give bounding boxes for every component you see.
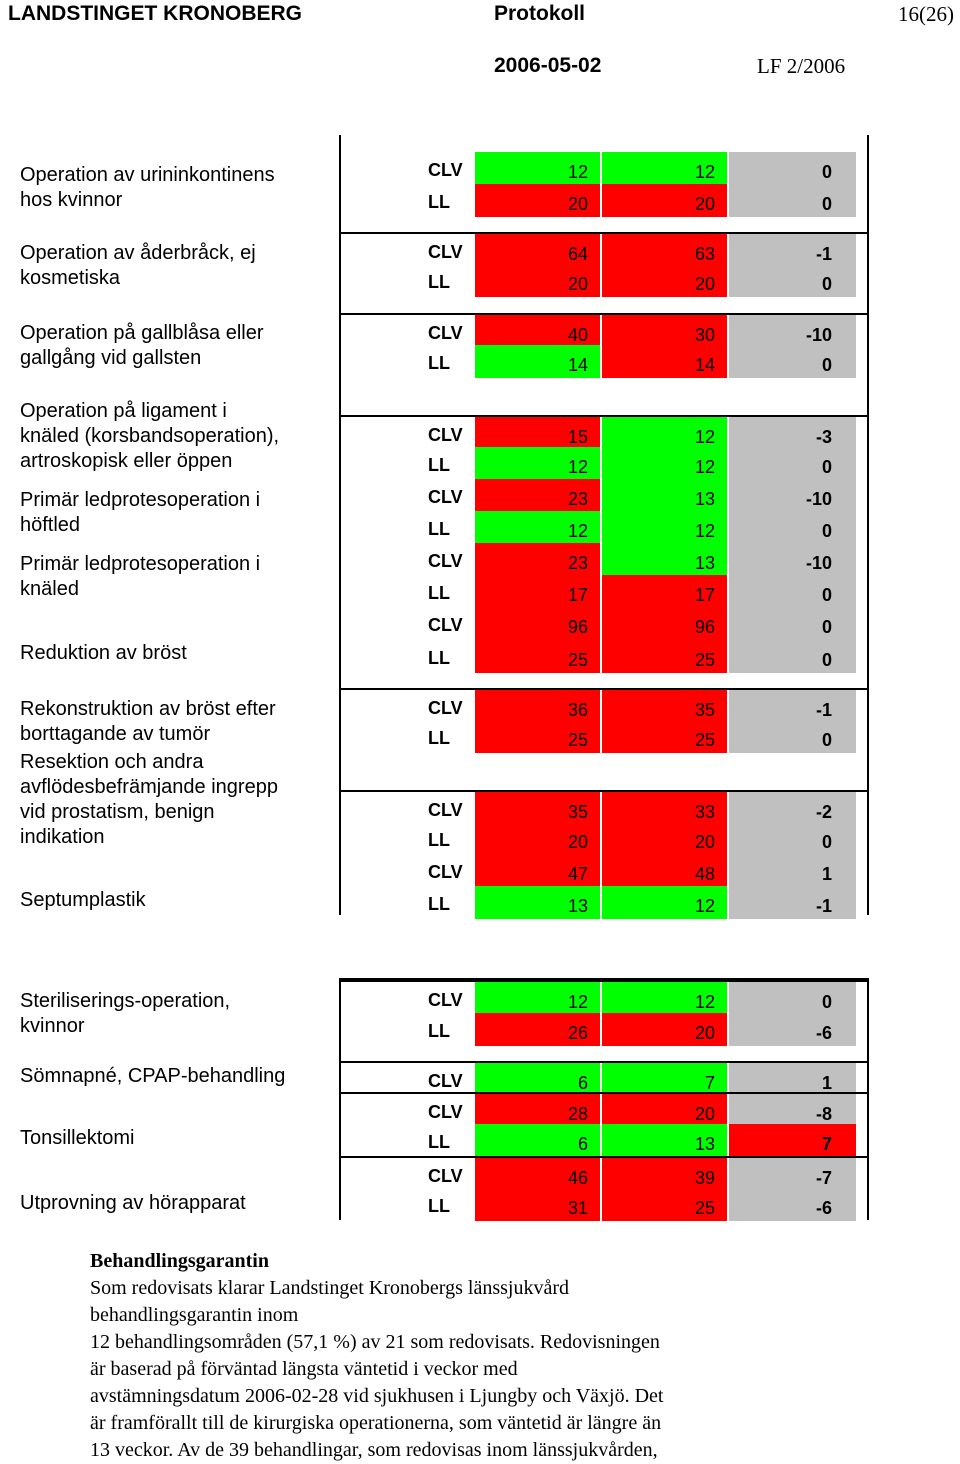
value-cell: 25 [475,720,600,753]
difference-cell: -8 [729,1094,856,1127]
value-cell: 12 [475,447,600,480]
value-cell: 23 [475,479,600,512]
value-cell: 96 [602,607,727,640]
hospital-code: LL [428,519,450,539]
table-divider [339,135,341,915]
document-date: 2006-05-02 [494,54,602,77]
document-type: Protokoll [494,2,586,25]
table-divider [867,978,869,1220]
value-cell: 25 [475,640,600,673]
difference-cell: -10 [729,315,856,348]
footer-text [90,1248,810,1464]
table-row [340,313,868,348]
hospital-code: CLV [428,323,463,343]
value-cell: 17 [602,575,727,608]
difference-cell: 0 [729,640,856,673]
procedure-name: Sömnapné, CPAP-behandling [20,1065,286,1087]
table-row [340,1156,868,1191]
value-cell: 17 [475,575,600,608]
procedure-name: Steriliserings-operation, kvinnor [20,990,231,1037]
table-row [340,479,868,512]
hospital-code: CLV [428,698,463,718]
difference-cell: 1 [729,1063,856,1096]
footer-title: Behandlingsgarantin [90,1250,269,1272]
table-row [340,184,868,217]
footer-line: är baserad på förväntad längsta väntetid i veckor med [90,1358,518,1380]
table-divider [867,135,869,915]
difference-cell: -6 [729,1013,856,1046]
hospital-code: LL [428,455,450,475]
table-row [340,720,868,753]
value-cell: 40 [475,315,600,348]
value-cell: 30 [602,315,727,348]
value-cell: 20 [602,264,727,297]
difference-cell: 1 [729,854,856,887]
value-cell: 20 [475,184,600,217]
value-cell: 7 [602,1063,727,1096]
value-cell: 31 [475,1188,600,1221]
procedure-name: Operation av urininkontinens hos kvinnor [20,164,275,211]
table-row [340,345,868,378]
hospital-code: LL [428,728,450,748]
value-cell: 28 [475,1094,600,1127]
hospital-code: CLV [428,615,463,635]
value-cell: 15 [475,417,600,450]
procedure-name: Operation på ligament i knäled (korsbandsoperation), artroskopisk eller öppen [20,400,280,472]
hospital-code: CLV [428,800,463,820]
hospital-code: CLV [428,990,463,1010]
procedure-name: Reduktion av bröst [20,642,187,664]
difference-cell: -10 [729,479,856,512]
value-cell: 35 [475,792,600,825]
value-cell: 20 [475,822,600,855]
procedure-name: Operation av åderbråck, ej kosmetiska [20,242,256,289]
value-cell: 13 [602,479,727,512]
footer-line: 12 behandlingsområden (57,1 %) av 21 som redovisats. Redovisningen [90,1331,660,1353]
table-divider [340,978,868,980]
table-row [340,543,868,576]
table-row [340,980,868,1015]
hospital-code: LL [428,1132,450,1152]
value-cell: 23 [475,543,600,576]
table-row [340,1124,868,1157]
difference-cell: -6 [729,1188,856,1221]
hospital-code: CLV [428,425,463,445]
table-row [340,1188,868,1221]
difference-cell: -10 [729,543,856,576]
value-cell: 12 [602,982,727,1015]
value-cell: 96 [475,607,600,640]
value-cell: 12 [602,152,727,185]
value-cell: 48 [602,854,727,887]
value-cell: 20 [475,264,600,297]
procedure-name: Operation på gallblåsa eller gallgång vid gallsten [20,322,264,369]
difference-cell: 0 [729,982,856,1015]
table-row [340,607,868,640]
value-cell: 6 [475,1124,600,1157]
value-cell: 25 [602,640,727,673]
difference-cell: 0 [729,575,856,608]
value-cell: 12 [475,152,600,185]
hospital-code: LL [428,830,450,850]
value-cell: 20 [602,1094,727,1127]
hospital-code: CLV [428,551,463,571]
hospital-code: CLV [428,487,463,507]
table-row [340,575,868,608]
hospital-code: LL [428,353,450,373]
value-cell: 25 [602,720,727,753]
procedure-name: Tonsillektomi [20,1127,135,1149]
footer-line: behandlingsgarantin inom [90,1304,299,1326]
difference-cell: 0 [729,345,856,378]
value-cell: 47 [475,854,600,887]
value-cell: 13 [602,1124,727,1157]
procedure-name: Septumplastik [20,889,146,911]
table-row [340,152,868,185]
document-reference: LF 2/2006 [757,54,846,78]
hospital-code: LL [428,1196,450,1216]
value-cell: 20 [602,1013,727,1046]
value-cell: 46 [475,1158,600,1191]
footer-line: Som redovisats klarar Landstinget Kronobergs länssjukvård [90,1277,569,1299]
table-row [340,688,868,723]
difference-cell: 7 [729,1124,856,1157]
table-row [340,822,868,855]
difference-cell: -1 [729,234,856,267]
difference-cell: 0 [729,447,856,480]
table-row [340,1092,868,1127]
procedure-name: Primär ledprotesoperation i knäled [20,553,261,600]
hospital-code: CLV [428,1102,463,1122]
value-cell: 13 [602,543,727,576]
value-cell: 26 [475,1013,600,1046]
value-cell: 13 [475,886,600,919]
table-row [340,511,868,544]
difference-cell: -3 [729,417,856,450]
organization-name: LANDSTINGET KRONOBERG [8,2,302,25]
difference-cell: 0 [729,822,856,855]
hospital-code: CLV [428,862,463,882]
table-row [340,1013,868,1046]
value-cell: 12 [602,447,727,480]
difference-cell: -1 [729,690,856,723]
footer-line: 13 veckor. Av de 39 behandlingar, som redovisas inom länssjukvården, [90,1439,658,1461]
value-cell: 6 [475,1063,600,1096]
footer-line: är framförallt till de kirurgiska operationerna, som väntetid är längre än [90,1412,662,1434]
table-row [340,640,868,673]
value-cell: 14 [475,345,600,378]
table-divider [339,978,341,1220]
footer-paragraph [90,1275,810,1464]
value-cell: 25 [602,1188,727,1221]
hospital-code: LL [428,583,450,603]
difference-cell: 0 [729,511,856,544]
page-number: 16(26) [898,2,954,26]
procedure-name: Primär ledprotesoperation i höftled [20,489,261,536]
hospital-code: LL [428,192,450,212]
table-row [340,232,868,267]
value-cell: 12 [602,511,727,544]
value-cell: 12 [475,511,600,544]
difference-cell: -2 [729,792,856,825]
table-row [340,415,868,450]
hospital-code: LL [428,648,450,668]
procedure-name: Utprovning av hörapparat [20,1192,246,1214]
difference-cell: 0 [729,264,856,297]
difference-cell: -1 [729,886,856,919]
procedure-name: Resektion och andra avflödesbefrämjande ingrepp vid prostatism, benign indikation [20,751,278,848]
value-cell: 20 [602,184,727,217]
table-row [340,447,868,480]
hospital-code: LL [428,894,450,914]
table-row [340,854,868,887]
value-cell: 63 [602,234,727,267]
hospital-code: CLV [428,1166,463,1186]
table-row [340,886,868,919]
difference-cell: 0 [729,607,856,640]
value-cell: 33 [602,792,727,825]
hospital-code: CLV [428,242,463,262]
value-cell: 12 [602,417,727,450]
value-cell: 12 [475,982,600,1015]
table-row [340,264,868,297]
value-cell: 20 [602,822,727,855]
value-cell: 14 [602,345,727,378]
difference-cell: 0 [729,184,856,217]
value-cell: 64 [475,234,600,267]
value-cell: 36 [475,690,600,723]
difference-cell: 0 [729,152,856,185]
difference-cell: 0 [729,720,856,753]
table-row [340,790,868,825]
hospital-code: CLV [428,160,463,180]
value-cell: 12 [602,886,727,919]
procedure-name: Rekonstruktion av bröst efter borttagande av tumör [20,698,276,745]
difference-cell: -7 [729,1158,856,1191]
hospital-code: LL [428,1021,450,1041]
value-cell: 39 [602,1158,727,1191]
hospital-code: LL [428,272,450,292]
value-cell: 35 [602,690,727,723]
footer-line: avstämningsdatum 2006-02-28 vid sjukhusen i Ljungby och Växjö. Det [90,1385,664,1407]
hospital-code: CLV [428,1071,463,1091]
table-row [340,1061,868,1096]
